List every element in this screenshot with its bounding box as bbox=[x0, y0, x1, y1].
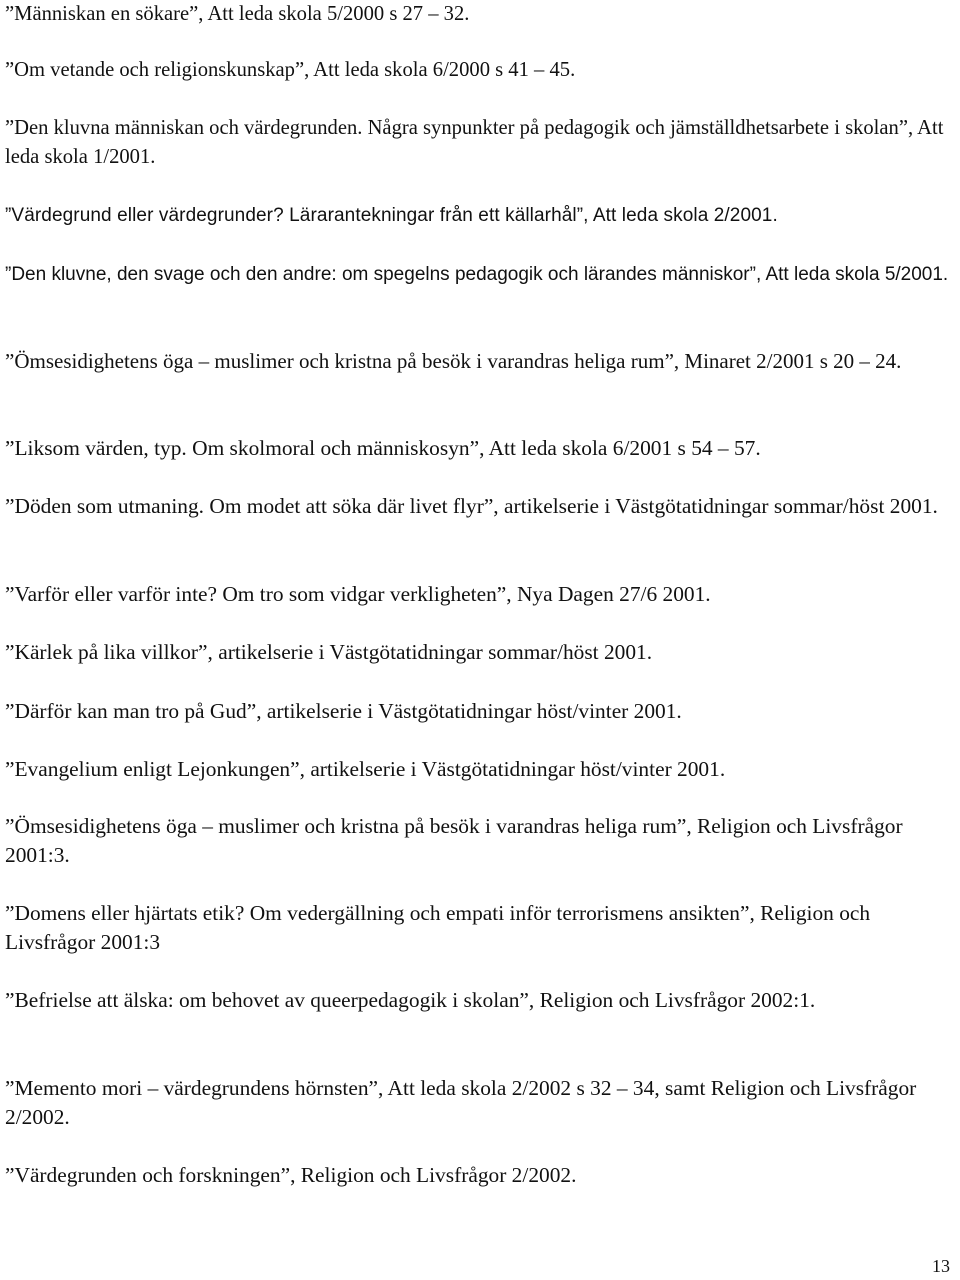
reference-entry: ”Varför eller varför inte? Om tro som vidgar verkligheten”, Nya Dagen 27/6 2001. bbox=[5, 582, 711, 606]
reference-entry: ”Om vetande och religionskunskap”, Att leda skola 6/2000 s 41 – 45. bbox=[5, 59, 576, 81]
reference-entry: ”Döden som utmaning. Om modet att söka där livet flyr”, artikelserie i Västgötatidningar sommar/höst 2001. bbox=[5, 494, 938, 518]
reference-entry: ”Domens eller hjärtats etik? Om vedergällning och empati inför terrorismens ansikten”, Religion och Livsfrågor 2001:3 bbox=[5, 901, 871, 954]
reference-entry: ”Memento mori – värdegrundens hörnsten”, Att leda skola 2/2002 s 32 – 34, samt Religion och Livsfrågor 2/2002. bbox=[5, 1076, 917, 1129]
reference-entry: ”Kärlek på lika villkor”, artikelserie i Västgötatidningar sommar/höst 2001. bbox=[5, 640, 653, 664]
reference-entry: ”Människan en sökare”, Att leda skola 5/2000 s 27 – 32. bbox=[5, 3, 470, 25]
reference-entry: ”Värdegrunden och forskningen”, Religion och Livsfrågor 2/2002. bbox=[5, 1163, 577, 1187]
reference-entry: ”Liksom värden, typ. Om skolmoral och människosyn”, Att leda skola 6/2001 s 54 – 57. bbox=[5, 436, 761, 460]
reference-entry: ”Ömsesidighetens öga – muslimer och kristna på besök i varandras heliga rum”, Minaret 2/2001 s 20 – 24. bbox=[5, 349, 902, 373]
reference-entry: ”Evangelium enligt Lejonkungen”, artikelserie i Västgötatidningar höst/vinter 2001. bbox=[5, 757, 726, 781]
reference-entry: ”Värdegrund eller värdegrunder? Lärarantekningar från ett källarhål”, Att leda skola 2/2001. bbox=[5, 205, 778, 226]
page-number: 13 bbox=[932, 1256, 950, 1276]
reference-entry: ”Den kluvne, den svage och den andre: om spegelns pedagogik och lärandes människor”, Att leda skola 5/2001. bbox=[5, 264, 949, 285]
reference-entry: ”Ömsesidighetens öga – muslimer och kristna på besök i varandras heliga rum”, Religion och Livsfrågor 2001:3. bbox=[5, 814, 903, 867]
reference-entry: ”Befrielse att älska: om behovet av queerpedagogik i skolan”, Religion och Livsfrågor 2002:1. bbox=[5, 988, 816, 1012]
reference-entry: ”Den kluvna människan och värdegrunden. Några synpunkter på pedagogik och jämställdhetsarbete i skolan”, Att leda skola 1/2001. bbox=[5, 117, 944, 168]
reference-entry: ”Därför kan man tro på Gud”, artikelserie i Västgötatidningar höst/vinter 2001. bbox=[5, 699, 682, 723]
